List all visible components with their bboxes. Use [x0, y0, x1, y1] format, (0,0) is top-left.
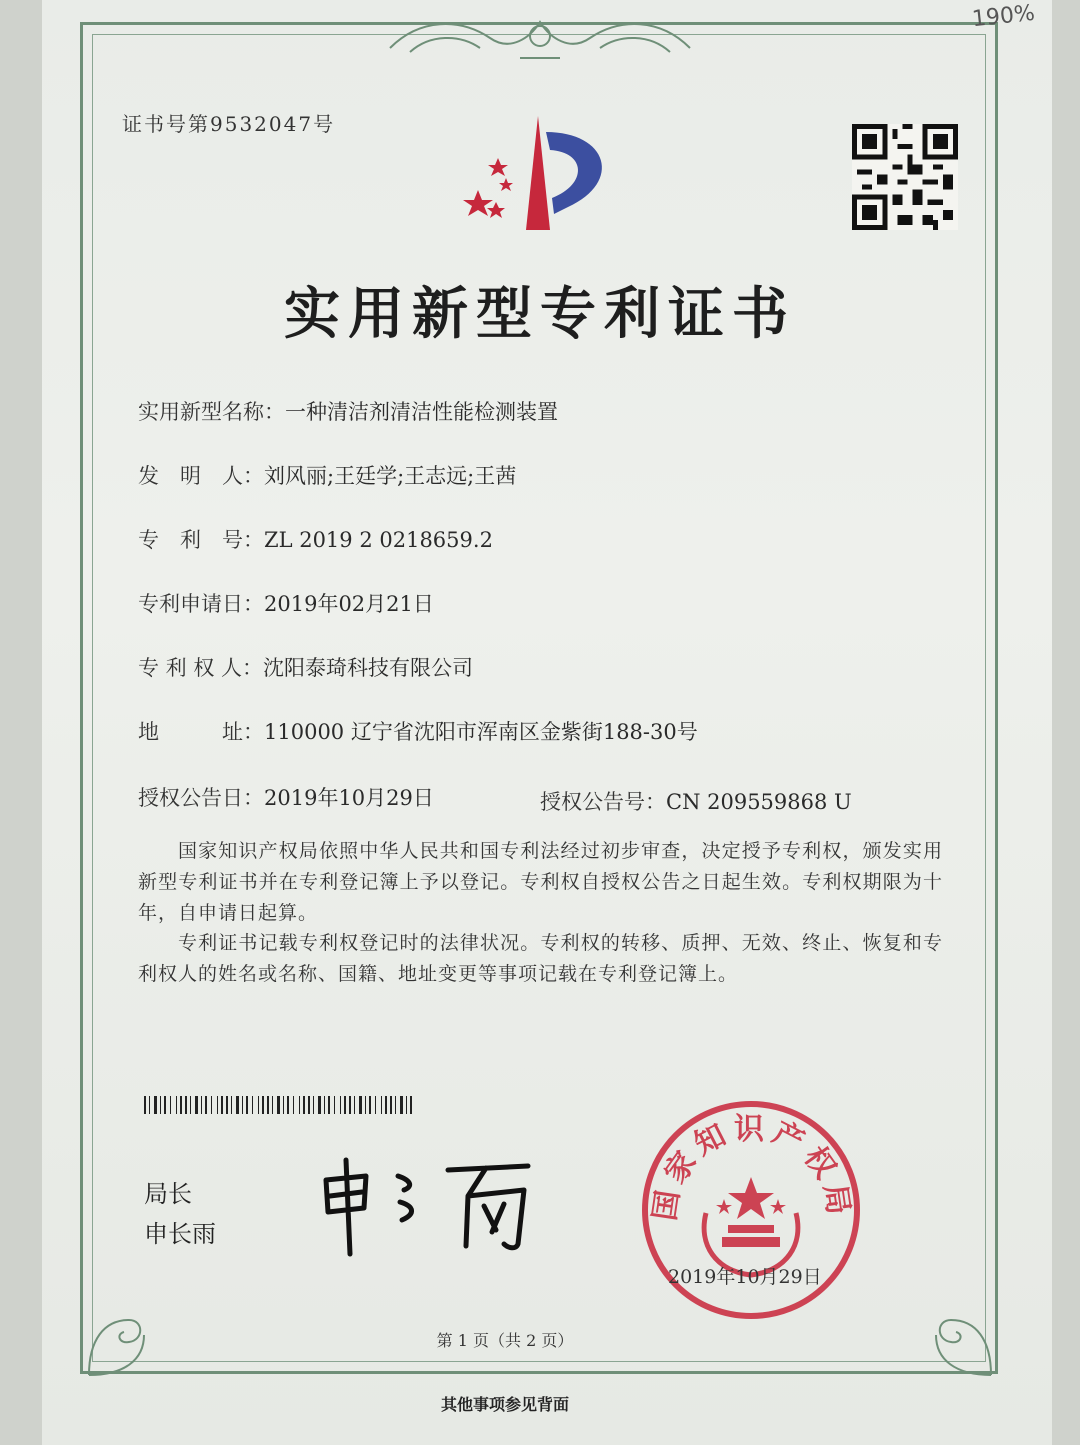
field-label: 实用新型名称： [138, 400, 285, 424]
page-number: 第 1 页（共 2 页） [436, 1331, 574, 1350]
certificate-title: 实用新型专利证书 [284, 281, 796, 347]
field-label: 地 址： [138, 720, 264, 744]
field-value: CN 209559868 U [666, 790, 852, 814]
seal-text: 国家知识产权局 [647, 1111, 857, 1223]
handwritten-note: 190% [970, 0, 1037, 33]
field-application-date [138, 588, 434, 618]
qr-code [852, 124, 958, 230]
official-seal [636, 1095, 866, 1325]
field-patent-number [138, 524, 493, 554]
field-value: 一种清洁剂清洁性能检测装置 [285, 400, 558, 424]
field-value: 2019年02月21日 [264, 592, 434, 616]
field-label: 授权公告日： [138, 786, 264, 810]
patent-office-logo [458, 112, 628, 242]
certificate-number: 证书号第9532047号 [122, 112, 336, 136]
field-utility-model-name [138, 396, 558, 426]
field-value: 沈阳泰琦科技有限公司 [263, 656, 474, 680]
footer-note: 其他事项参见背面 [440, 1395, 569, 1414]
field-address [138, 716, 698, 746]
field-patentee [138, 652, 473, 682]
field-label: 专 利 权 人： [138, 656, 264, 680]
barcode [144, 1096, 416, 1114]
field-label: 专 利 号： [138, 528, 264, 552]
field-label: 授权公告号： [540, 790, 666, 814]
field-label: 专利申请日： [138, 592, 264, 616]
field-value: 2019年10月29日 [264, 786, 434, 810]
director-name: 申长雨 [144, 1220, 216, 1248]
field-value: 刘风丽;王廷学;王志远;王茜 [264, 464, 517, 488]
director-title: 局长 [144, 1180, 192, 1208]
paragraph-legal-status: 专利证书记载专利权登记时的法律状况。专利权的转移、质押、无效、终止、恢复和专利权人的姓名或名称、国籍、地址变更等事项记载在专利登记簿上。 [138, 932, 943, 985]
director-signature [318, 1150, 548, 1260]
field-grant-date [138, 782, 434, 812]
field-value: 110000 辽宁省沈阳市浑南区金紫街188-30号 [264, 720, 698, 744]
field-value: ZL 2019 2 0218659.2 [264, 528, 493, 552]
field-inventors [138, 460, 516, 490]
paragraph-grant-statement: 国家知识产权局依照中华人民共和国专利法经过初步审查，决定授予专利权，颁发实用新型专利证书并在专利登记簿上予以登记。专利权自授权公告之日起生效。专利权期限为十年，自申请日起算。 [138, 840, 943, 924]
field-label: 发 明 人： [138, 464, 264, 488]
field-announcement-number [540, 786, 852, 816]
top-ornament [380, 8, 700, 68]
seal-date: 2019年10月29日 [668, 1266, 822, 1288]
